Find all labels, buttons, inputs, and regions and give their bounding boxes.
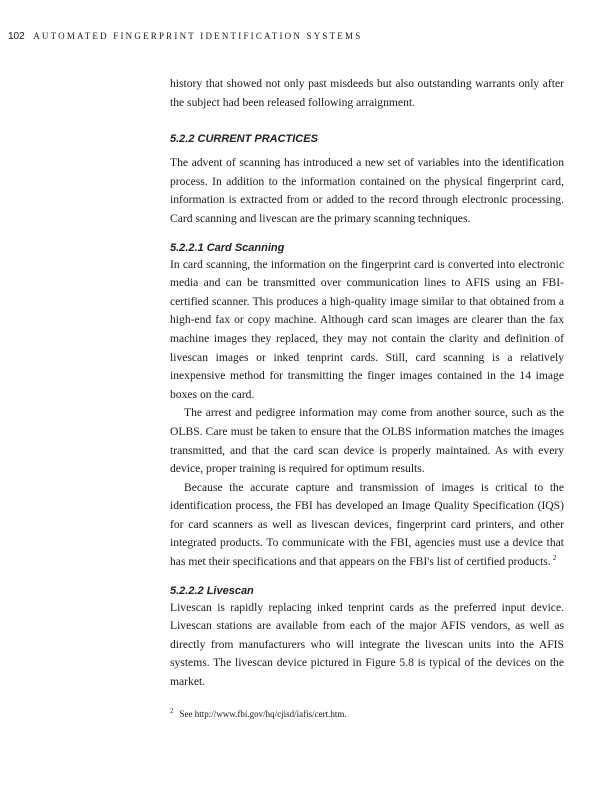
card-scanning-paragraph-3 — [170, 479, 564, 572]
card-scanning-paragraph-2: The arrest and pedigree information may come from another source, such as the OLBS. Care must be taken to ensure that the OLBS information matches the images transmitted, and that the card scan device is properly maintained. As with every device, proper training is required for optimum results. — [170, 406, 564, 476]
card-scanning-paragraph-3-text: Because the accurate capture and transmission of images is critical to the identification process, the FBI has developed an Image Quality Specification (IQS) for card scanners as well as livescan devices, fingerprint card printers, and other integrated products. To communicate with the FBI, agencies must use a device that has met their specifications and that appears on the FBI's list of certified products. — [170, 480, 564, 569]
current-practices-paragraph: The advent of scanning has introduced a new set of variables into the identification process. In addition to the information contained on the physical fingerprint card, information is extracted from or added to the record through electronic processing. Card scanning and livescan are the primary scanning techniques. — [170, 156, 564, 225]
footnote — [170, 705, 564, 720]
section-heading-card-scanning: 5.2.2.1 Card Scanning — [170, 241, 285, 254]
section-heading-current-practices: 5.2.2 CURRENT PRACTICES — [170, 133, 318, 146]
main-content — [170, 75, 564, 692]
footnote-mark: 2 — [170, 707, 174, 715]
card-scanning-paragraph-1: In card scanning, the information on the fingerprint card is converted into electronic media and can be transmitted over communication lines to AFIS using an FBI-certified scanner. This produces a high-quality image similar to that obtained from a high-end fax or copy machine. Although card scan images are clearer than the fax machine images they replaced, they may not contain the clarity and definition of livescan images or inked tenprint cards. Still, card scanning is a relatively inexpensive method for transmitting the finger images contained in the 14 image boxes on the card. — [170, 257, 564, 401]
section-heading-livescan: 5.2.2.2 Livescan — [170, 584, 254, 597]
intro-paragraph: history that showed not only past misdeeds but also outstanding warrants only after the subject had been released following arraignment. — [170, 77, 564, 109]
footnote-text: See http://www.fbi.gov/hq/cjisd/iafis/cert.htm. — [179, 709, 347, 719]
livescan-paragraph: Livescan is rapidly replacing inked tenprint cards as the preferred input device. Livescan stations are available from each of the major AFIS vendors, as well as directly from manufacturers who will integrate the livescan units into the AFIS systems. The livescan device pictured in Figure 5.8 is typical of the devices on the market. — [170, 600, 564, 689]
footnote-reference[interactable]: 2 — [552, 554, 557, 563]
page-number: 102 — [8, 31, 25, 42]
book-title: AUTOMATED FINGERPRINT IDENTIFICATION SYSTEMS — [33, 31, 363, 41]
running-head — [8, 30, 362, 43]
